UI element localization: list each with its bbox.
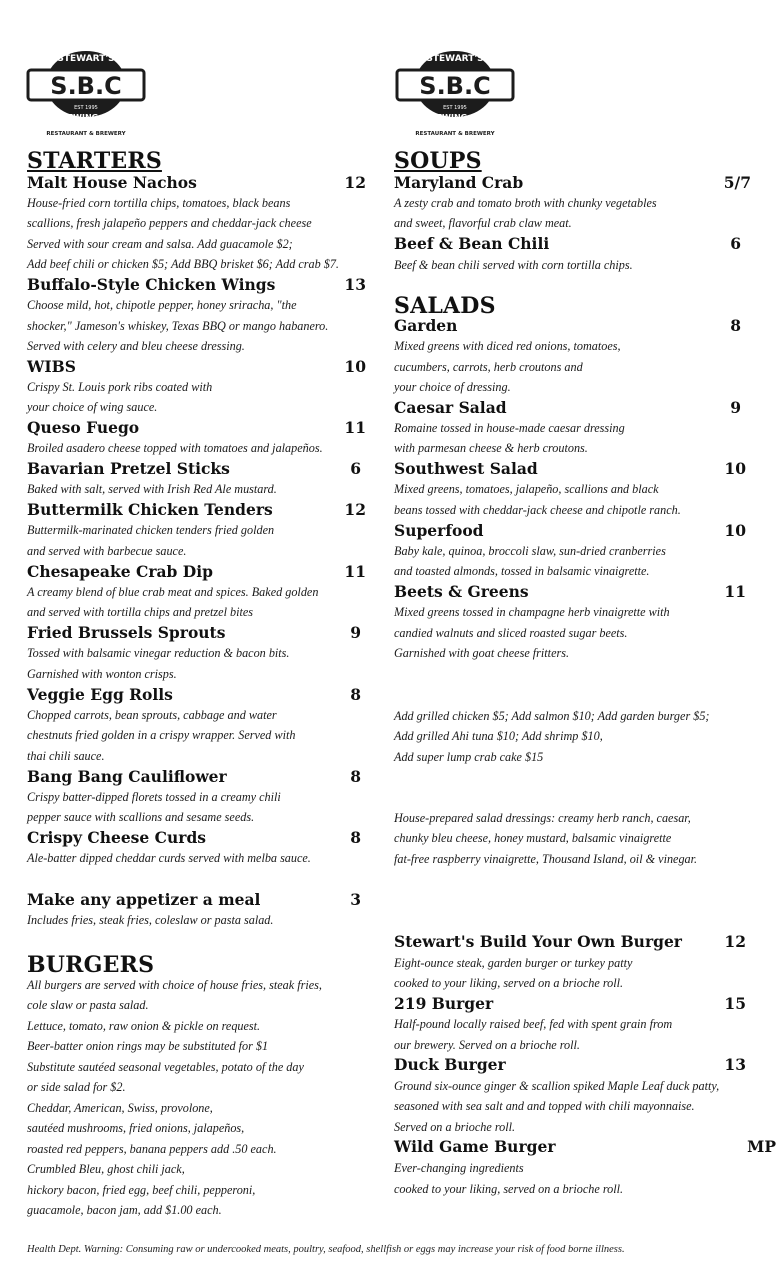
- salad-addons: Add grilled chicken $5; Add salmon $10; Add garden burger $5;: [394, 709, 710, 723]
- menu-item-name: Crispy Cheese Curds: [27, 828, 207, 847]
- logo-main-text: S.B.C: [50, 72, 122, 100]
- menu-item-price: 11: [344, 418, 366, 437]
- menu-item-price: 9: [350, 623, 361, 642]
- burgers-heading: BURGERS: [27, 952, 155, 978]
- burgers-note: or side salad for $2.: [27, 1080, 126, 1094]
- health-warning: Health Dept. Warning: Consuming raw or undercooked meats, poultry, seafood, shellfish or eggs may increase your risk of food borne illness.: [27, 1244, 625, 1255]
- menu-item-price: 12: [344, 173, 366, 192]
- menu-item-desc: Crispy batter-dipped florets tossed in a creamy chili: [27, 790, 281, 804]
- logo-est-text: EST 1995: [443, 105, 467, 111]
- menu-item-desc: Beef & bean chili served with corn tortilla chips.: [394, 258, 633, 272]
- menu-item-name: Maryland Crab: [394, 173, 524, 192]
- menu-item-desc: Buttermilk-marinated chicken tenders fried golden: [27, 523, 275, 537]
- menu-item-name: Beets & Greens: [394, 582, 529, 601]
- sbc-logo-right: [393, 34, 513, 137]
- logo-bottom-text: BREWING CO.: [55, 113, 117, 122]
- menu-item-name: Wild Game Burger: [394, 1137, 556, 1156]
- menu-item-desc: Baked with salt, served with Irish Red Ale mustard.: [27, 482, 277, 496]
- menu-item-name: Superfood: [394, 521, 484, 540]
- menu-item-price: 3: [350, 890, 361, 909]
- burgers-note: cole slaw or pasta salad.: [27, 998, 149, 1012]
- burgers-note: roasted red peppers, banana peppers add .50 each.: [27, 1142, 277, 1156]
- menu-item-desc: Ground six-ounce ginger & scallion spiked Maple Leaf duck patty,: [394, 1079, 720, 1093]
- menu-item-price: 6: [350, 459, 361, 478]
- menu-item-price: 10: [724, 521, 746, 540]
- menu-item-desc: Mixed greens tossed in champagne herb vinaigrette with: [394, 605, 670, 619]
- menu-item-desc: candied walnuts and sliced roasted sugar beets.: [394, 626, 628, 640]
- menu-item-desc: and served with barbecue sauce.: [27, 544, 187, 558]
- menu-item-desc: Ever-changing ingredients: [394, 1161, 524, 1175]
- menu-item-desc: cucumbers, carrots, herb croutons and: [394, 360, 583, 374]
- menu-item-price: 8: [350, 828, 361, 847]
- menu-item-price: 13: [344, 275, 366, 294]
- salad-dressings: House-prepared salad dressings: creamy herb ranch, caesar,: [394, 811, 691, 825]
- menu-item-desc: Garnished with wonton crisps.: [27, 667, 177, 681]
- menu-item-name: Duck Burger: [394, 1055, 506, 1074]
- burgers-note: Crumbled Bleu, ghost chili jack,: [27, 1162, 185, 1176]
- menu-item-desc: Choose mild, hot, chipotle pepper, honey sriracha, "the: [27, 298, 297, 312]
- menu-item-desc: House-fried corn tortilla chips, tomatoes, black beans: [27, 196, 291, 210]
- menu-item-desc: Add beef chili or chicken $5; Add BBQ brisket $6; Add crab $7.: [27, 257, 339, 271]
- logo-tag-text: RESTAURANT & BREWERY: [415, 131, 495, 137]
- menu-item-desc: cooked to your liking, served on a brioche roll.: [394, 1182, 624, 1196]
- menu-item-name: Queso Fuego: [27, 418, 140, 437]
- menu-item-desc: Eight-ounce steak, garden burger or turkey patty: [394, 956, 633, 970]
- salad-dressings: fat-free raspberry vinaigrette, Thousand Island, oil & vinegar.: [394, 852, 698, 866]
- menu-item-name: Veggie Egg Rolls: [27, 685, 173, 704]
- sbc-logo-left: [24, 34, 144, 137]
- burgers-note: Beer-batter onion rings may be substituted for $1: [27, 1039, 269, 1053]
- menu-item-desc: your choice of wing sauce.: [27, 400, 158, 414]
- menu-item-desc: pepper sauce with scallions and sesame seeds.: [27, 810, 255, 824]
- menu-item-name: Malt House Nachos: [27, 173, 197, 192]
- menu-item-name: Beef & Bean Chili: [394, 234, 550, 253]
- menu-item-desc: Served with celery and bleu cheese dressing.: [27, 339, 245, 353]
- starters-heading: STARTERS: [27, 148, 162, 174]
- menu-item-desc: Mixed greens with diced red onions, tomatoes,: [394, 339, 621, 353]
- salad-dressings: chunky bleu cheese, honey mustard, balsamic vinaigrette: [394, 831, 672, 845]
- menu-item-desc: Broiled asadero cheese topped with tomatoes and jalapeños.: [27, 441, 323, 455]
- menu-item-desc: and sweet, flavorful crab claw meat.: [394, 216, 572, 230]
- menu-item-price: 8: [350, 767, 361, 786]
- menu-item-desc: A creamy blend of blue crab meat and spices. Baked golden: [27, 585, 319, 599]
- menu-item-desc: chestnuts fried golden in a crispy wrapper. Served with: [27, 728, 296, 742]
- menu-item-name: Make any appetizer a meal: [27, 890, 261, 909]
- menu-item-price: 6: [730, 234, 741, 253]
- menu-item-price: MP: [747, 1137, 776, 1156]
- menu-item-desc: Crispy St. Louis pork ribs coated with: [27, 380, 213, 394]
- menu-item-desc: Garnished with goat cheese fritters.: [394, 646, 570, 660]
- logo-bottom-text: BREWING CO.: [424, 113, 486, 122]
- burgers-note: Substitute sautéed seasonal vegetables, potato of the day: [27, 1060, 304, 1074]
- logo-est-text: EST 1995: [74, 105, 98, 111]
- menu-item-price: 11: [344, 562, 366, 581]
- menu-item-desc: Chopped carrots, bean sprouts, cabbage and water: [27, 708, 277, 722]
- menu-item-desc: thai chili sauce.: [27, 749, 105, 763]
- menu-item-name: Bavarian Pretzel Sticks: [27, 459, 230, 478]
- burgers-note: hickory bacon, fried egg, beef chili, pepperoni,: [27, 1183, 256, 1197]
- menu-item-desc: Baby kale, quinoa, broccoli slaw, sun-dried cranberries: [394, 544, 666, 558]
- menu-item-name: Fried Brussels Sprouts: [27, 623, 226, 642]
- menu-item-desc: seasoned with sea salt and and topped with chili mayonnaise.: [394, 1099, 695, 1113]
- menu-item-name: 219 Burger: [394, 994, 494, 1013]
- menu-item-price: 8: [730, 316, 741, 335]
- menu-item-desc: your choice of dressing.: [394, 380, 511, 394]
- menu-item-price: 9: [730, 398, 741, 417]
- menu-item-name: WIBS: [27, 357, 76, 376]
- menu-item-desc: Romaine tossed in house-made caesar dressing: [394, 421, 625, 435]
- salad-addons: Add grilled Ahi tuna $10; Add shrimp $10,: [394, 729, 603, 743]
- menu-item-price: 13: [724, 1055, 746, 1074]
- menu-item-desc: and served with tortilla chips and pretzel bites: [27, 605, 254, 619]
- burgers-note: All burgers are served with choice of house fries, steak fries,: [27, 978, 322, 992]
- burgers-note: Cheddar, American, Swiss, provolone,: [27, 1101, 213, 1115]
- menu-item-price: 8: [350, 685, 361, 704]
- logo-main-text: S.B.C: [419, 72, 491, 100]
- menu-item-price: 12: [724, 932, 746, 951]
- menu-item-desc: Served on a brioche roll.: [394, 1120, 516, 1134]
- menu-item-price: 15: [724, 994, 746, 1013]
- menu-item-price: 10: [344, 357, 366, 376]
- menu-item-desc: and toasted almonds, tossed in balsamic vinaigrette.: [394, 564, 650, 578]
- burgers-note: Lettuce, tomato, raw onion & pickle on request.: [27, 1019, 261, 1033]
- menu-item-name: Southwest Salad: [394, 459, 538, 478]
- menu-item-name: Caesar Salad: [394, 398, 507, 417]
- menu-item-price: 11: [724, 582, 746, 601]
- menu-item-desc: shocker," Jameson's whiskey, Texas BBQ or mango habanero.: [27, 319, 329, 333]
- menu-item-name: Buttermilk Chicken Tenders: [27, 500, 273, 519]
- menu-item-desc: Half-pound locally raised beef, fed with spent grain from: [394, 1017, 673, 1031]
- menu-item-desc: Includes fries, steak fries, coleslaw or pasta salad.: [27, 913, 274, 927]
- burgers-note: guacamole, bacon jam, add $1.00 each.: [27, 1203, 222, 1217]
- menu-item-name: Bang Bang Cauliflower: [27, 767, 227, 786]
- soups-heading: SOUPS: [394, 148, 482, 174]
- menu-item-desc: our brewery. Served on a brioche roll.: [394, 1038, 580, 1052]
- menu-item-price: 12: [344, 500, 366, 519]
- menu-item-desc: with parmesan cheese & herb croutons.: [394, 441, 588, 455]
- salads-heading: SALADS: [394, 293, 496, 319]
- menu-item-desc: Mixed greens, tomatoes, jalapeño, scallions and black: [394, 482, 659, 496]
- menu-item-desc: Tossed with balsamic vinegar reduction & bacon bits.: [27, 646, 290, 660]
- menu-item-price: 5/7: [723, 173, 751, 192]
- menu-item-desc: A zesty crab and tomato broth with chunky vegetables: [394, 196, 657, 210]
- menu-item-price: 10: [724, 459, 746, 478]
- menu-item-name: Buffalo-Style Chicken Wings: [27, 275, 276, 294]
- menu-item-desc: cooked to your liking, served on a brioche roll.: [394, 976, 624, 990]
- burgers-note: sautéed mushrooms, fried onions, jalapeños,: [27, 1121, 245, 1135]
- menu-item-name: Chesapeake Crab Dip: [27, 562, 213, 581]
- menu-item-desc: Served with sour cream and salsa. Add guacamole $2;: [27, 237, 293, 251]
- menu-item-name: Stewart's Build Your Own Burger: [394, 932, 682, 951]
- salad-addons: Add super lump crab cake $15: [394, 750, 544, 764]
- logo-top-text: STEWART'S: [57, 54, 115, 64]
- logo-tag-text: RESTAURANT & BREWERY: [46, 131, 126, 137]
- menu-item-desc: beans tossed with cheddar-jack cheese and chipotle ranch.: [394, 503, 681, 517]
- menu-item-name: Garden: [394, 316, 458, 335]
- menu-item-desc: Ale-batter dipped cheddar curds served with melba sauce.: [27, 851, 311, 865]
- menu-item-desc: scallions, fresh jalapeño peppers and cheddar-jack cheese: [27, 216, 312, 230]
- logo-top-text: STEWART'S: [426, 54, 484, 64]
